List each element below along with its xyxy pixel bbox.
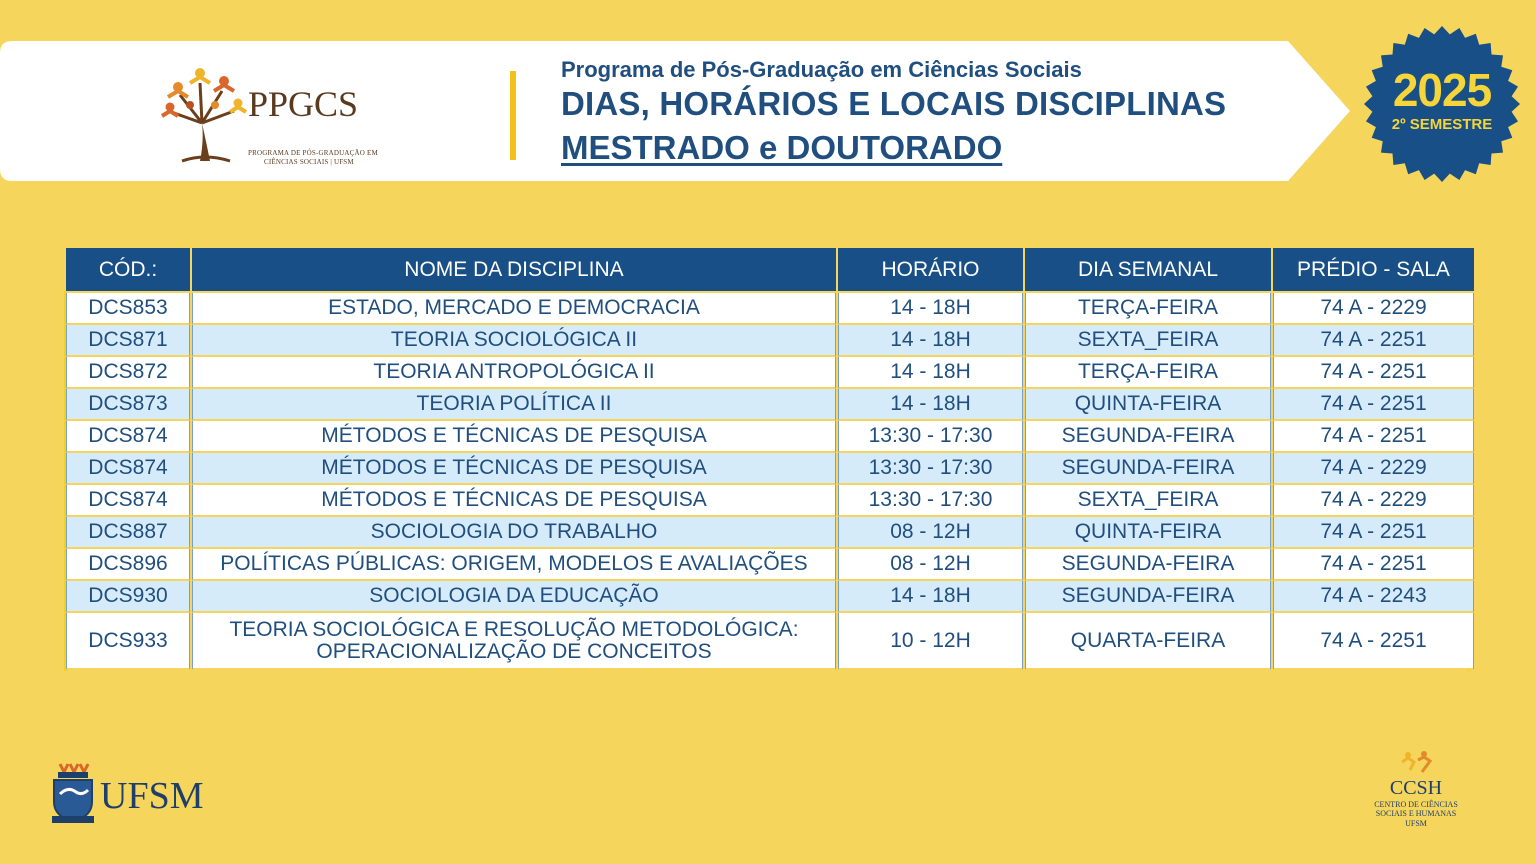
- course-name-line2: OPERACIONALIZAÇÃO DE CONCEITOS: [316, 639, 712, 663]
- table-row: [66, 293, 1474, 325]
- table-row: [66, 517, 1474, 549]
- cell-weekday: SEGUNDA-FEIRA: [1025, 421, 1271, 453]
- cell-code: DCS896: [66, 549, 190, 581]
- cell-course-name: MÉTODOS E TÉCNICAS DE PESQUISA: [192, 453, 836, 485]
- header-weekday: DIA SEMANAL: [1025, 248, 1271, 293]
- cell-room: 74 A - 2243: [1273, 581, 1474, 613]
- cell-time: 13:30 - 17:30: [838, 485, 1023, 517]
- cell-time: 13:30 - 17:30: [838, 453, 1023, 485]
- cell-room: 74 A - 2251: [1273, 549, 1474, 581]
- course-name-line1: TEORIA SOCIOLÓGICA E RESOLUÇÃO METODOLÓGICA:: [229, 617, 799, 641]
- table-row: [66, 485, 1474, 517]
- cell-course-name: POLÍTICAS PÚBLICAS: ORIGEM, MODELOS E AVALIAÇÕES: [192, 549, 836, 581]
- cell-time: 14 - 18H: [838, 325, 1023, 357]
- header-code: CÓD.:: [66, 248, 190, 293]
- year-seal-badge: [1362, 24, 1522, 184]
- ccsh-figures-icon: [1366, 748, 1466, 778]
- table-row: [66, 549, 1474, 581]
- cell-room: 74 A - 2229: [1273, 453, 1474, 485]
- header-course-name: NOME DA DISCIPLINA: [192, 248, 836, 293]
- cell-weekday: QUINTA-FEIRA: [1025, 389, 1271, 421]
- header-divider: [510, 71, 516, 160]
- page-subtitle: MESTRADO e DOUTORADO: [561, 129, 1003, 166]
- page-title: DIAS, HORÁRIOS E LOCAIS DISCIPLINAS: [561, 85, 1227, 122]
- table-header-row: [66, 248, 1474, 293]
- cell-course-name: [192, 613, 836, 670]
- cell-weekday: SEGUNDA-FEIRA: [1025, 549, 1271, 581]
- cell-room: 74 A - 2251: [1273, 325, 1474, 357]
- cell-time: 14 - 18H: [838, 293, 1023, 325]
- header-banner: [0, 41, 1350, 181]
- table-row: [66, 421, 1474, 453]
- cell-code: DCS874: [66, 485, 190, 517]
- cell-course-name: SOCIOLOGIA DA EDUCAÇÃO: [192, 581, 836, 613]
- table-row: [66, 453, 1474, 485]
- ccsh-subtitle-line1: CENTRO DE CIÊNCIAS: [1374, 800, 1458, 809]
- header-time: HORÁRIO: [838, 248, 1023, 293]
- cell-weekday: SEGUNDA-FEIRA: [1025, 581, 1271, 613]
- table-body: [66, 293, 1474, 670]
- ccsh-logo: [1366, 748, 1466, 832]
- cell-time: 13:30 - 17:30: [838, 421, 1023, 453]
- cell-code: DCS874: [66, 421, 190, 453]
- header-room: PRÉDIO - SALA: [1273, 248, 1474, 293]
- table-row: [66, 613, 1474, 670]
- ccsh-title: CCSH: [1389, 777, 1443, 799]
- cell-room: 74 A - 2229: [1273, 485, 1474, 517]
- cell-time: 08 - 12H: [838, 549, 1023, 581]
- cell-weekday: TERÇA-FEIRA: [1025, 357, 1271, 389]
- logo-subtitle-line1: PROGRAMA DE PÓS-GRADUAÇÃO EM: [248, 149, 378, 157]
- cell-room: 74 A - 2251: [1273, 421, 1474, 453]
- table-row: [66, 325, 1474, 357]
- logo-title: PPGCS: [248, 84, 359, 124]
- cell-room: 74 A - 2251: [1273, 389, 1474, 421]
- badge-year: 2025: [1392, 64, 1492, 116]
- cell-time: 08 - 12H: [838, 517, 1023, 549]
- ppgcs-logo: [160, 61, 390, 166]
- cell-room: 74 A - 2251: [1273, 357, 1474, 389]
- cell-weekday: TERÇA-FEIRA: [1025, 293, 1271, 325]
- cell-weekday: SEGUNDA-FEIRA: [1025, 453, 1271, 485]
- cell-course-name: MÉTODOS E TÉCNICAS DE PESQUISA: [192, 421, 836, 453]
- tree-people-icon: [160, 61, 250, 166]
- cell-room: 74 A - 2251: [1273, 613, 1474, 670]
- cell-code: DCS887: [66, 517, 190, 549]
- cell-time: 14 - 18H: [838, 357, 1023, 389]
- cell-course-name: TEORIA SOCIOLÓGICA II: [192, 325, 836, 357]
- cell-time: 14 - 18H: [838, 581, 1023, 613]
- cell-code: DCS930: [66, 581, 190, 613]
- table-row: [66, 581, 1474, 613]
- ufsm-text: UFSM: [100, 775, 204, 817]
- cell-course-name: ESTADO, MERCADO E DEMOCRACIA: [192, 293, 836, 325]
- cell-code: DCS874: [66, 453, 190, 485]
- cell-room: 74 A - 2251: [1273, 517, 1474, 549]
- program-name: Programa de Pós-Graduação em Ciências Sociais: [561, 57, 1082, 82]
- cell-weekday: QUINTA-FEIRA: [1025, 517, 1271, 549]
- cell-course-name: SOCIOLOGIA DO TRABALHO: [192, 517, 836, 549]
- logo-subtitle-line2: CIÊNCIAS SOCIAIS | UFSM: [264, 158, 354, 166]
- cell-code: DCS873: [66, 389, 190, 421]
- badge-semester: 2º SEMESTRE: [1391, 116, 1493, 133]
- table-row: [66, 357, 1474, 389]
- cell-code: DCS871: [66, 325, 190, 357]
- cell-code: DCS933: [66, 613, 190, 670]
- ufsm-logo: [50, 760, 220, 826]
- cell-weekday: SEXTA_FEIRA: [1025, 485, 1271, 517]
- cell-course-name: TEORIA POLÍTICA II: [192, 389, 836, 421]
- ufsm-crest-icon: [50, 760, 96, 826]
- cell-weekday: SEXTA_FEIRA: [1025, 325, 1271, 357]
- cell-time: 14 - 18H: [838, 389, 1023, 421]
- schedule-table: [64, 248, 1472, 670]
- cell-course-name: MÉTODOS E TÉCNICAS DE PESQUISA: [192, 485, 836, 517]
- cell-time: 10 - 12H: [838, 613, 1023, 670]
- ccsh-subtitle-line2: SOCIAIS E HUMANAS: [1375, 809, 1457, 818]
- ccsh-subtitle-line3: UFSM: [1405, 819, 1427, 828]
- cell-code: DCS872: [66, 357, 190, 389]
- cell-weekday: QUARTA-FEIRA: [1025, 613, 1271, 670]
- cell-course-name: TEORIA ANTROPOLÓGICA II: [192, 357, 836, 389]
- table-row: [66, 389, 1474, 421]
- cell-code: DCS853: [66, 293, 190, 325]
- cell-room: 74 A - 2229: [1273, 293, 1474, 325]
